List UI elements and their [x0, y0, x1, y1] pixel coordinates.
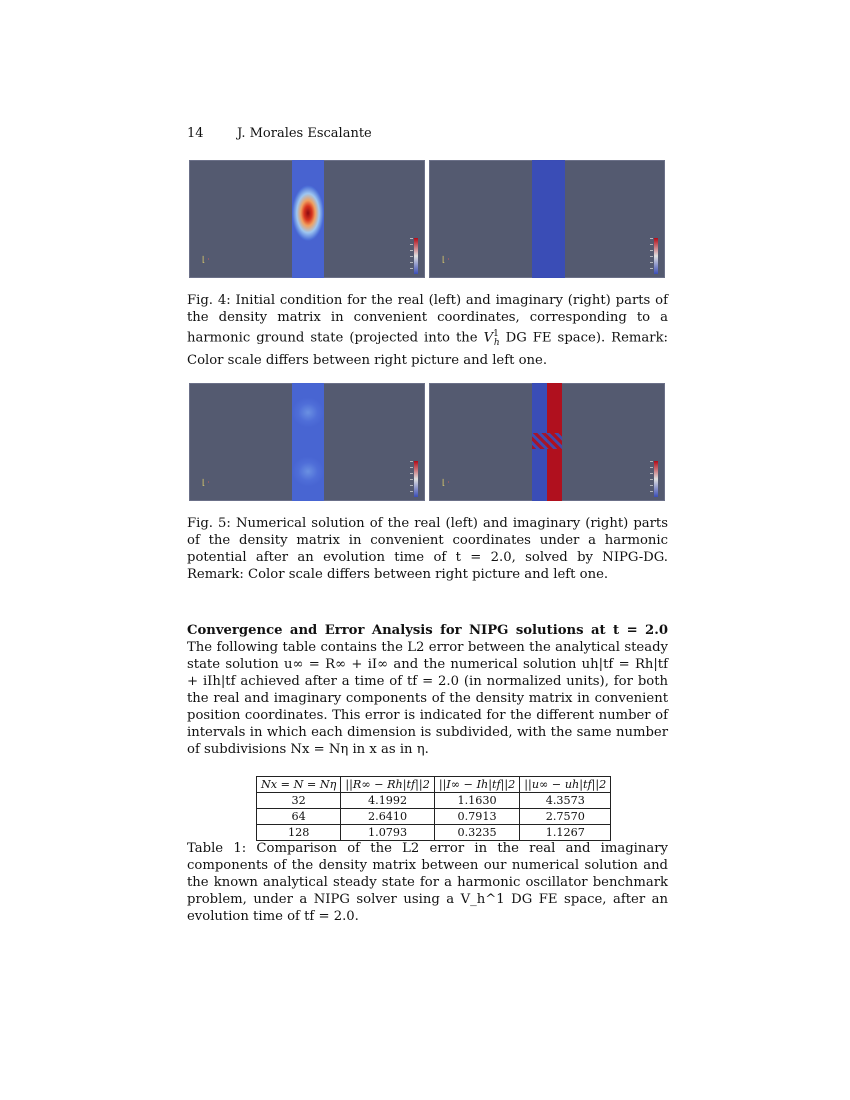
section-heading: Convergence and Error Analysis for NIPG solutions at t = 2.0: [187, 623, 668, 638]
fig4-imag-band: [532, 160, 565, 278]
fig5-imag-colorbar: [654, 461, 658, 497]
table-row: [257, 809, 611, 825]
table-cell: 128: [257, 825, 341, 841]
fig5-real-band: [292, 383, 324, 501]
fig4-imag-colorbar-ticks: [650, 238, 653, 274]
table-header-row: [257, 777, 611, 793]
figure-5-caption: [187, 515, 668, 583]
fig4-colorbar-ticks: [410, 238, 413, 274]
table-1-caption: [187, 840, 668, 925]
table-cell: 0.7913: [434, 809, 519, 825]
fig4-imag-colorbar: [654, 238, 658, 274]
fig4-caption-label: Fig. 4:: [187, 293, 231, 308]
table-cell: 32: [257, 793, 341, 809]
table-cell: 1.1630: [434, 793, 519, 809]
table-cell: 1.1267: [520, 825, 611, 841]
section-body: The following table contains the L2 error between the analytical steady state solution u∞ = R∞ + iI∞ and the numerical solution uh|tf = Rh|tf + iIh|tf achieved after a time of tf = 2.0 (in normalized units), for both the real and imaginary components of the density matrix in convenient position coordinates. This error is indicated for the different number of intervals in which each dimension is subdivided, with the same number of subdivisions Nx = Nη in x as in η.: [187, 640, 668, 757]
fig5-real-panel: [189, 383, 425, 501]
table-cell: 64: [257, 809, 341, 825]
fig4-caption-part2: DG FE space). Remark: Color scale differs between right picture and left one.: [187, 330, 669, 369]
axes-triad-icon: ⌊ ·: [442, 478, 450, 487]
figure-4: [189, 160, 665, 280]
fig5-imag-panel: [429, 383, 665, 501]
table-cell: 2.6410: [341, 809, 434, 825]
axes-triad-icon: ⌊ ·: [442, 255, 450, 264]
fig5-imag-colorbar-ticks: [650, 461, 653, 497]
table-cell: 4.3573: [520, 793, 611, 809]
table-cell: 1.0793: [341, 825, 434, 841]
fig4-caption-sup: 1: [493, 329, 499, 339]
fig5-imag-interference: [532, 433, 562, 449]
axes-triad-icon: ⌊ ·: [202, 255, 210, 264]
table-header-cell: Nx = N = Nη: [257, 777, 341, 793]
figure-5: [189, 383, 665, 503]
figure-4-caption: [187, 292, 668, 369]
table-header-cell: ||R∞ − Rh|tf||2: [341, 777, 434, 793]
table-cell: 4.1992: [341, 793, 434, 809]
table-row: [257, 825, 611, 841]
table1-caption-label: Table 1:: [187, 841, 247, 856]
convergence-section: [187, 622, 668, 758]
fig4-caption-symbol: V: [483, 330, 494, 346]
fig4-caption-sub: h: [493, 338, 500, 349]
fig4-caption-part1: Initial condition for the real (left) and imaginary (right) parts of the density matrix in convenient coordinates, corresponding to a harmonic ground state (projected into the: [187, 293, 668, 346]
table-cell: 2.7570: [520, 809, 611, 825]
error-table: [256, 776, 611, 841]
fig4-gaussian-band: [292, 160, 324, 278]
fig4-colorbar: [414, 238, 418, 274]
running-head: [187, 126, 372, 141]
axes-triad-icon: ⌊ ·: [202, 478, 210, 487]
table-row: [257, 793, 611, 809]
page-number: 14: [187, 126, 204, 141]
fig4-imag-panel: [429, 160, 665, 278]
table-header-cell: ||I∞ − Ih|tf||2: [434, 777, 519, 793]
fig5-caption-text: Numerical solution of the real (left) and imaginary (right) parts of the density matrix in convenient coordinates under a harmonic potential after an evolution time of t = 2.0, solved by NIPG-DG. Remark: Color scale differs between right picture and left one.: [187, 516, 668, 582]
fig5-colorbar: [414, 461, 418, 497]
running-author: J. Morales Escalante: [237, 126, 372, 141]
fig5-colorbar-ticks: [410, 461, 413, 497]
table-header-cell: ||u∞ − uh|tf||2: [520, 777, 611, 793]
table1-caption-text: Comparison of the L2 error in the real and imaginary components of the density matrix between our numerical solution and the known analytical steady state for a harmonic oscillator benchmark problem, under a NIPG solver using a V_h^1 DG FE space, after an evolution time of tf = 2.0.: [187, 841, 668, 924]
fig4-real-panel: [189, 160, 425, 278]
table-cell: 0.3235: [434, 825, 519, 841]
fig5-caption-label: Fig. 5:: [187, 516, 231, 531]
